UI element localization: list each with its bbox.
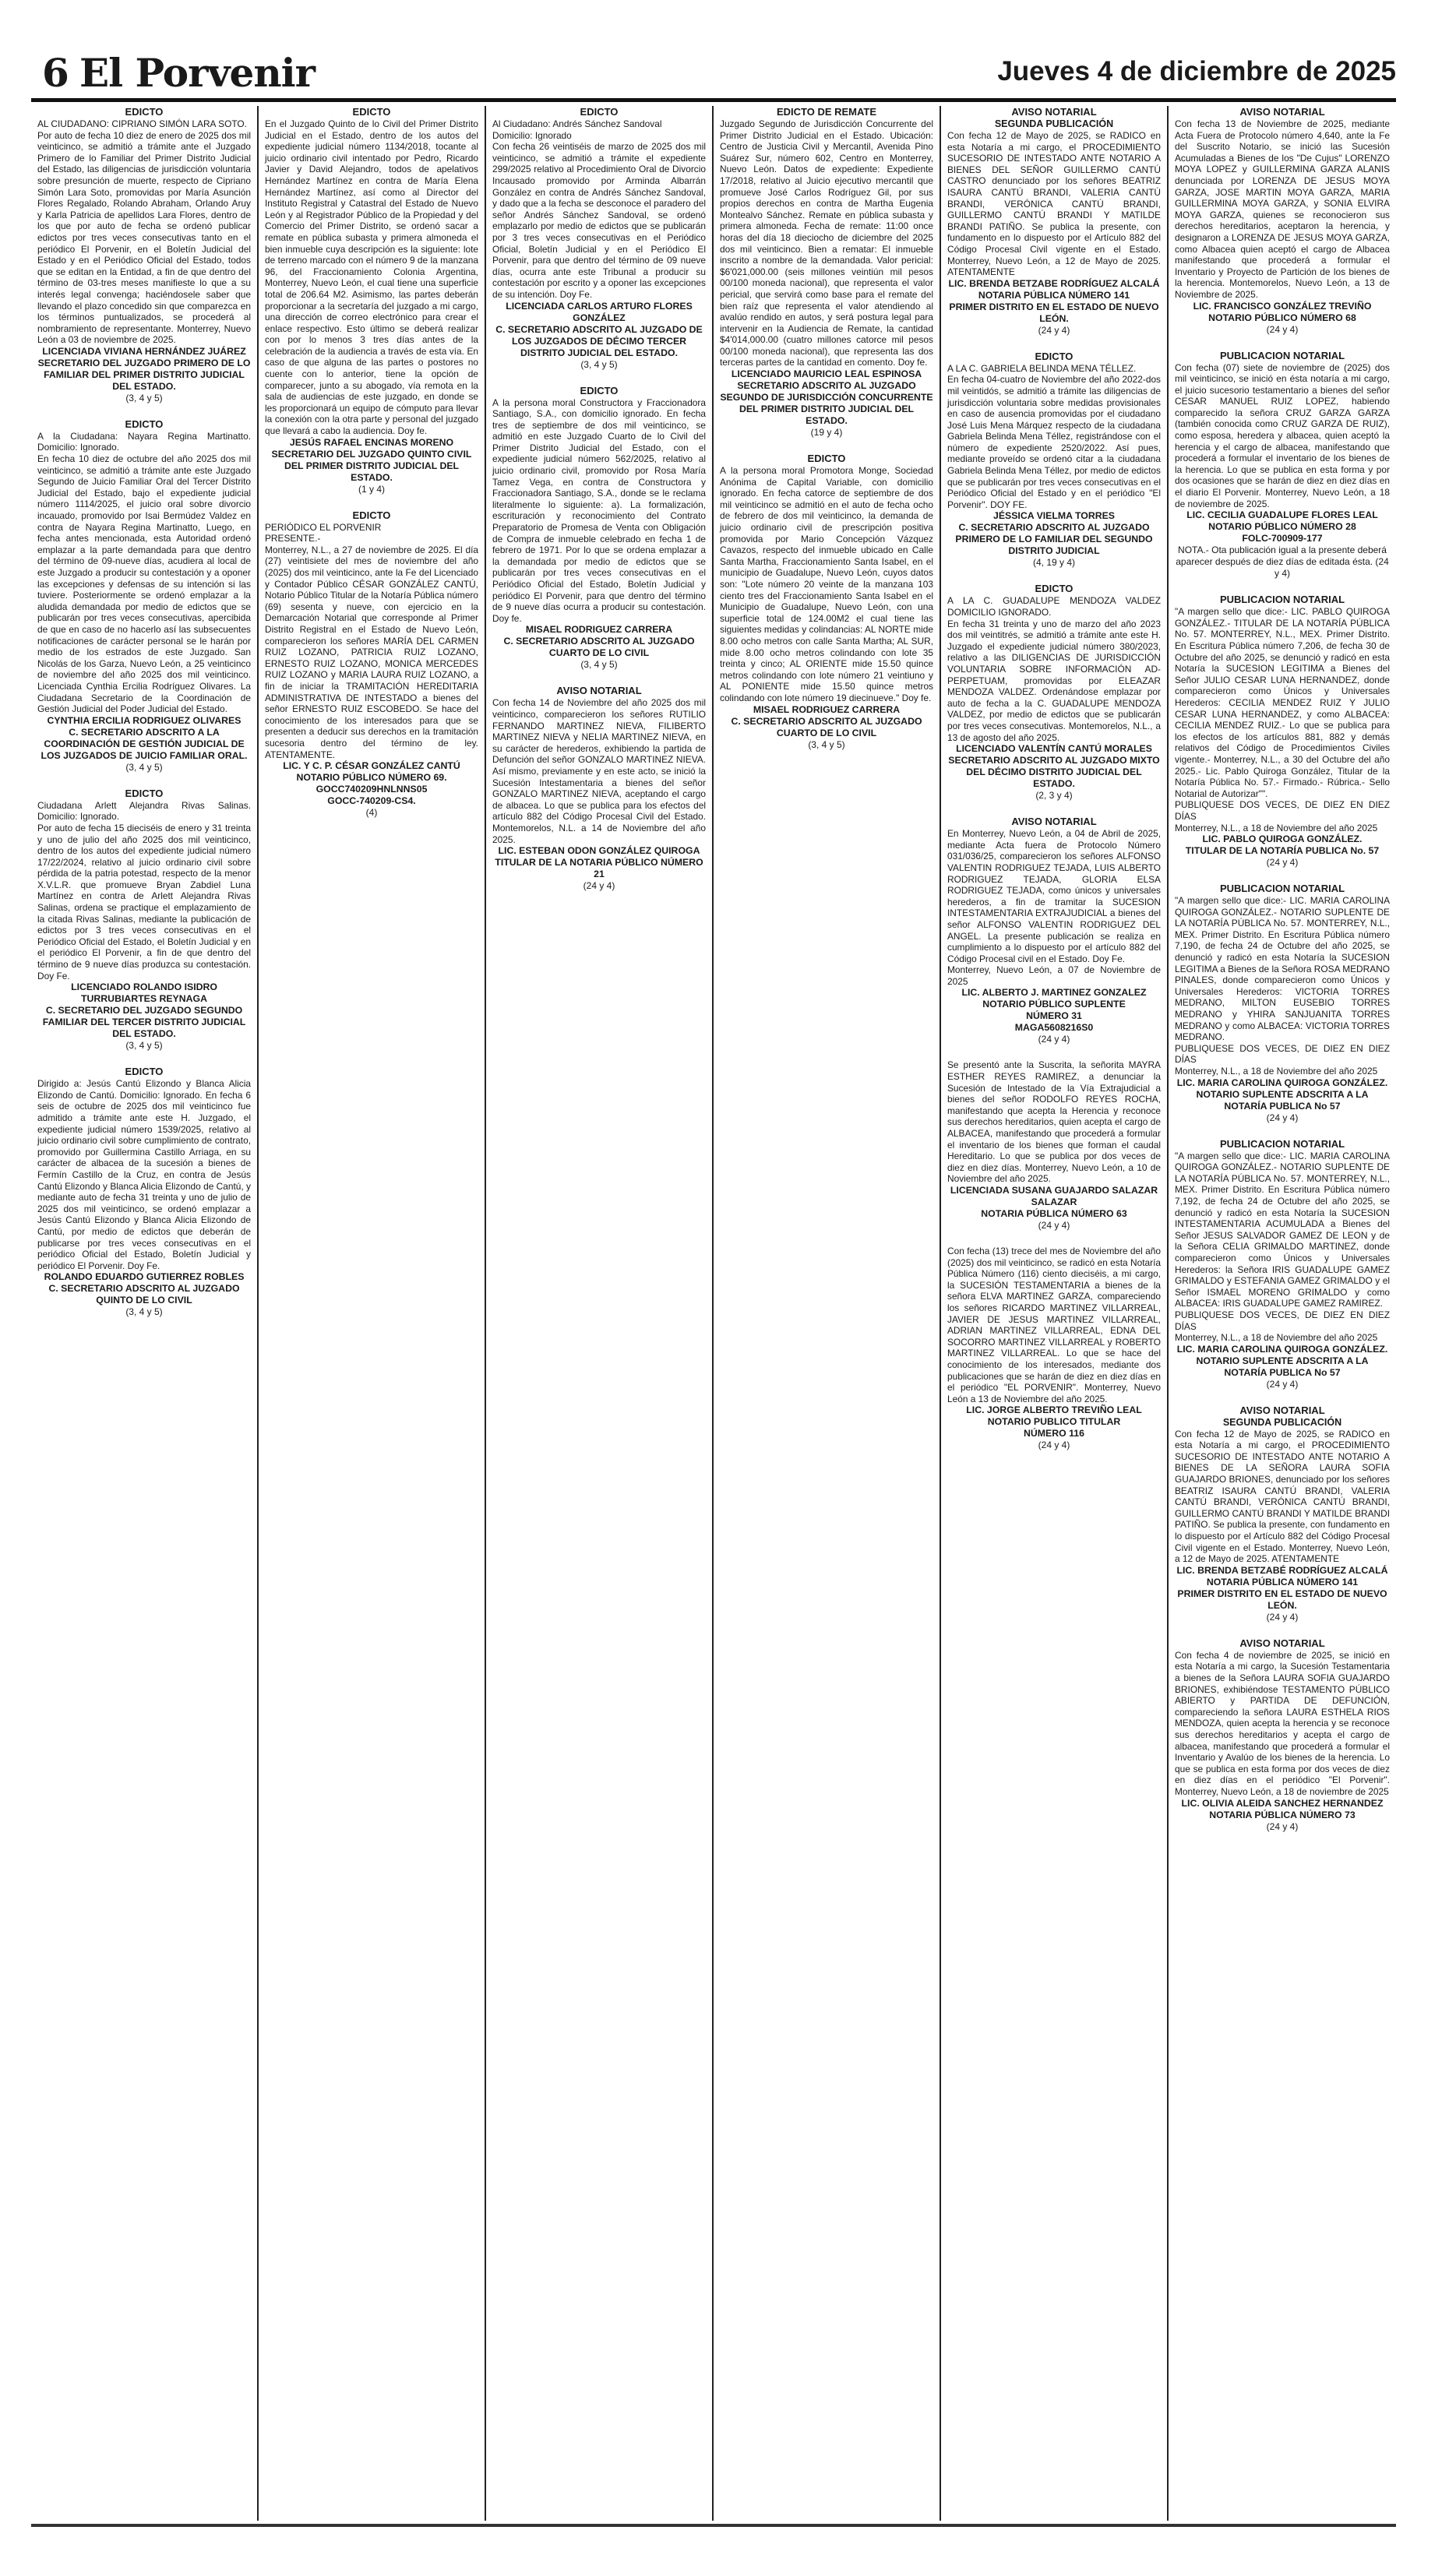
legal-notice (947, 1246, 1161, 1451)
notice-title: PUBLICACION NOTARIAL (1219, 883, 1345, 895)
publication-dates: (1 y 4) (358, 483, 385, 495)
notice-paragraph: PERIÓDICO EL PORVENIR (265, 521, 382, 533)
legal-notice (37, 1066, 251, 1318)
legal-notice (37, 418, 251, 774)
notice-body (265, 118, 478, 437)
signature-line: C. SECRETARIO ADSCRITO AL JUZGADO CUARTO DE LO CIVIL (503, 636, 695, 659)
legal-notice (947, 106, 1161, 337)
signature-line: LICENCIADA VIVIANA HERNÁNDEZ JUÁREZ (42, 345, 246, 357)
legal-notice (1175, 1637, 1390, 1833)
notice-paragraph: Monterrey, N.L., a 18 de Noviembre del año 2025 (1175, 1066, 1378, 1077)
notice-title: AVISO NOTARIAL (1011, 816, 1097, 828)
notice-paragraph: Al Ciudadano: Andrés Sánchez Sandoval (492, 118, 662, 129)
legal-notice (1175, 1138, 1390, 1390)
notice-title: EDICTO (352, 509, 391, 521)
signature-line: NOTARIA PÚBLICA NÚMERO 63 (981, 1208, 1127, 1219)
signature-line: MAGA5608216S0 (1014, 1022, 1094, 1034)
signature-line: SECRETARIO ADSCRITO AL JUZGADO SEGUNDO DE JURISDICCIÓN CONCURRENTE DEL PRIMER DISTRITO JUDICIAL DEL ESTADO. (720, 380, 933, 427)
signature-line: C. SECRETARIO ADSCRITO A LA COORDINACIÓN DE GESTIÓN JUDICIAL DE LOS JUZGADOS DE JUICIO FAMILIAR ORAL. (41, 726, 248, 761)
notice-subtitle: SEGUNDA PUBLICACIÓN (994, 118, 1114, 129)
signature-line: NOTARIO PUBLICO TITULAR (987, 1416, 1121, 1428)
signature-line: SECRETARIO DEL JUZGADO PRIMERO DE LO FAMILIAR DEL PRIMER DISTRITO JUDICIAL DEL ESTADO. (37, 357, 251, 392)
notice-body (1175, 1151, 1390, 1344)
notice-paragraph: Con fecha (07) siete de noviembre de (2025) dos mil veinticinco, se inició en ésta notaría a mi cargo, el juicio sucesorio testamentario a bienes del señor CESAR MANUEL RUIZ LOPEZ, habiendo comparecido la señora CRUZ GARZA GARZA (también conocida como CRUZ GARZA DE RUIZ), como esposa, heredera y albacea, quien aceptó la herencia y el cargo de albacea, manifestando que procederá a formular el inventario de los bienes de la herencia. Lo que se publica en esta forma y por dos ocasiones que se harán de diez en diez días en el diario El Porvenir. Monterrey, Nuevo León, a 18 de noviembre de 2025. (1175, 361, 1390, 509)
notice-body (492, 397, 706, 625)
notice-paragraph: Con fecha 12 de Mayo de 2025, se RADICO en esta Notaría a mi cargo, el PROCEDIMIENTO SUCESORIO DE INTESTADO ANTE NOTARIO A BIENES DE LA SEÑORA LAURA SOFIA GUAJARDO BRIONES, denunciado por los señores BEATRIZ ISAURA CANTÚ BRANDI, VALERIA CANTÚ BRANDI, VERÓNICA CANTÚ BRANDI, GUILLERMO CANTÚ BRANDI Y MATILDE BRANDI PATIÑO. Se publica la presente, con fundamento en lo dispuesto por el Artículo 882 del Código Procesal Civil vigente en el Estado. Monterrey, Nuevo León, a 12 de Mayo de 2025. ATENTAMENTE (1175, 1428, 1390, 1565)
publication-dates: (3, 4 y 5) (125, 1306, 163, 1318)
notice-paragraph: A la persona moral Constructora y Fraccionadora Santiago, S.A., con domicilio ignorado. En fecha tres de septiembre de dos mil veinticinco, se admitió en este Juzgado Cuarto de lo Civil del Primer Distrito Judicial del Estado, con el expediente judicial número 562/2025, relativo al juicio ordinario civil, promovido por Rosa María Tamez Vega, en contra de Constructora y Fraccionadora Santiago, S.A., donde se le reclama literalmente lo siguiente: a). La formalización, escrituración y reconocimiento del Contrato Preparatorio de Promesa de Venta con Obligación de Compra de inmueble celebrado en fecha 1 de febrero de 1971. Por lo que se ordena emplazar a la demandada por medio de edictos que se publicarán por tres veces consecutivas en el Periódico Oficial del Estado, Boletín Judicial y periódico El Porvenir, para que dentro del término de 9 nueve días ocurra a producir su contestación. Doy fe. (492, 396, 706, 624)
notice-body (720, 465, 933, 703)
notice-body (265, 522, 478, 760)
notice-body (1175, 606, 1390, 833)
column-5 (941, 106, 1169, 2521)
notice-paragraph: PUBLIQUESE DOS VECES, DE DIEZ EN DIEZ DÍAS (1175, 799, 1390, 822)
notice-paragraph: En Monterrey, Nuevo León, a 04 de Abril de 2025, mediante Acta fuera de Protocolo Número 031/036/25, comparecieron los señores ALFONSO VALENTIN RODRIGUEZ TEJADA, LUIS ALBERTO RODRIGUEZ TEJADA, GLORIA ELSA RODRIGUEZ TEJADA, como únicos y universales herederos, a fin de tramitar la SUCESION INTESTAMENTARIA EXTRAJUDICIAL a bienes del señor ALFONSO VALENTIN RODRIGUEZ DEL ANGEL. La presente publicación se realiza en cumplimiento a lo dispuesto por el artículo 882 del Código Procesal civil en el Estado. Doy Fe. (947, 828, 1161, 964)
publication-dates: (24 y 4) (583, 880, 615, 892)
publication-dates: (24 y 4) (1038, 1220, 1070, 1231)
publication-dates: (3, 4 y 5) (125, 392, 163, 403)
signature-line: LIC. OLIVIA ALEIDA SANCHEZ HERNANDEZ (1181, 1797, 1384, 1809)
publication-dates: NOTA.- Ota publicación igual a la presente deberá aparecer después de diez días de editada ésta. (24 y 4) (1176, 544, 1389, 580)
notice-paragraph: "A margen sello que dice:- LIC. PABLO QUIROGA GONZÁLEZ.- TITULAR DE LA NOTARÍA PÚBLICA No. 57. MONTERREY, N.L., MEX. Primer Distrito. En Escritura Pública número 7,206, de fecha 30 de Octubre del año 2025, se denunció y radicó en esta Notaría la SUCESION LEGITIMA a Bienes del Señor JULIO CESAR LUNA HERNANDEZ, donde comparecieron como Únicos y Universales Herederos: CECILIA MENDEZ RUIZ Y JULIO CESAR LUNA HERNANDEZ, y como ALBACEA: CECILIA MENDEZ RUIZ.- Lo que se publica para los efectos de los artículos 881, 882 y demás relativos del Código de Procedimientos Civiles vigente.- Monterrey, N.L., a 30 del Octubre del año 2025.- Lic. Pablo Quiroga González, Titular de la Notaría Pública No. 57.- Firmado.- Rúbrica.- Sello Notarial de Autorizar"". (1175, 606, 1390, 799)
signature-line: PRIMER DISTRITO EN EL ESTADO DE NUEVO LEÓN. (949, 301, 1159, 324)
publication-dates: (24 y 4) (1266, 1112, 1299, 1123)
notice-paragraph: Monterrey, Nuevo León, a 07 de Noviembre de 2025 (947, 964, 1161, 987)
signature-line: JESÚS RAFAEL ENCINAS MORENO (289, 436, 454, 448)
notice-paragraph: "A margen sello que dice:- LIC. MARIA CAROLINA QUIROGA GONZÁLEZ.- NOTARIO SUPLENTE DE LA NOTARÍA PÚBLICA No. 57. MONTERREY, N.L., MEX. Primer Distrito. En Escritura Pública número 7,192, de fecha 24 de Octubre del año 2025, se denunció y radicó en esta Notaría la SUCESION INTESTAMENTARIA ACUMULADA a Bienes del Señor JESUS SALVADOR GAMEZ DE LEON y de la Señora CELIA GRIMALDO MARTINEZ, donde comparecieron como Únicos y Universales Herederos: la Señora IRIS GUADALUPE GAMEZ GRIMALDO y ESTEFANIA GAMEZ GRIMALDO y el Señor ISMAEL MORENO GRIMALDO y como ALBACEA: IRIS GUADALUPE GAMEZ RAMIREZ. (1175, 1150, 1390, 1309)
signature-line: LIC. MARIA CAROLINA QUIROGA GONZÁLEZ. (1176, 1077, 1388, 1088)
notice-title: EDICTO (580, 384, 619, 396)
column-6 (1169, 106, 1396, 2521)
signature-line: MISAEL RODRIGUEZ CARRERA (753, 703, 901, 715)
signature-line: NOTARIA PÚBLICA NÚMERO 73 (1209, 1809, 1356, 1820)
notice-body (947, 130, 1161, 278)
notice-body (1175, 362, 1390, 510)
notice-paragraph: Con fecha 12 de Mayo de 2025, se RADICO en esta Notaría a mi cargo, el PROCEDIMIENTO SUCESORIO DE INTESTADO ANTE NOTARIO A BIENES DEL SEÑOR GUILLERMO CANTÚ CASTRO denunciado por los señores BEATRIZ ISAURA CANTÚ BRANDI, VALERIA CANTÚ BRANDI, VERÓNICA CANTÚ BRANDI, GUILLERMO CANTÚ BRANDI Y MATILDE BRANDI PATIÑO. Se publica la presente, con fundamento en lo dispuesto por el Artículo 882 del Código Procesal Civil vigente en el Estado. Monterrey, Nuevo León, a 12 de Mayo de 2025. ATENTAMENTE (947, 130, 1161, 278)
notice-paragraph: A la persona moral Promotora Monge, Sociedad Anónima de Capital Variable, con domicilio ignorado. En fecha catorce de septiembre de dos mil veinticinco se admitió en el auto de fecha ocho de febrero de dos mil veinticinco, la demanda de juicio ordinario civil de prescripción positiva promovida por Mario Concepción Vázquez Cavazos, respecto del inmueble ubicado en Calle Santa Martha, Fraccionamiento Santa Isabel, en el municipio de Guadalupe, Nuevo León, cuyos datos son: "Lote número 20 veinte de la manzana 103 ciento tres del Fraccionamiento Santa Isabel en el Municipio de Guadalupe, Nuevo León, con una superficie total de 124.00M2 el cual tiene las siguientes medidas y colindancias: AL NORTE mide 8.00 ocho metros con calle Santa Martha; AL SUR, mide 8.00 ocho metros colindando con lote 35 treinta y cinco; AL ORIENTE mide 15.50 quince metros colindando con lote número 21 veintiuno y AL PONIENTE mide 15.50 quince metros colindando con lote número 19 diecinueve." Doy fe. (720, 465, 933, 703)
legal-notice (492, 106, 706, 371)
signature-line: NOTARIO PÚBLICO NÚMERO 68 (1208, 312, 1356, 323)
notice-paragraph: PRESENTE.- (265, 533, 321, 544)
notice-title: PUBLICACION NOTARIAL (1219, 349, 1345, 361)
notice-paragraph: En fecha 31 treinta y uno de marzo del año 2023 dos mil veintitrés, se admitió a trámite ante este H. Juzgado el expediente judicial número 380/2023, relativo a las DILIGENCIAS DE JURISDICCIÓN VOLUNTARIA SOBRE INFORMACIÓN AD-PERPETUAM, promovidas por ELEAZAR MENDOZA VALDEZ. Ordenándose emplazar por auto de fecha a la C. GUADALUPE MENDOZA VALDEZ, por medio de edictos que se publicarán por tres veces consecutivas. Montemorelos, N.L., a 13 de agosto del año 2025. (947, 618, 1161, 743)
notice-body (37, 118, 251, 346)
notice-paragraph: AL CIUDADANO: CIPRIANO SIMÓN LARA SOTO. (37, 118, 247, 129)
column-2 (259, 106, 486, 2521)
notice-title: AVISO NOTARIAL (556, 685, 642, 697)
column-3 (486, 106, 714, 2521)
signature-line: LICENCIADO ROLANDO ISIDRO TURRUBIARTES REYNAGA (71, 981, 217, 1005)
legal-notice (947, 816, 1161, 1045)
notice-paragraph: Se presentó ante la Suscrita, la señorita MAYRA ESTHER REYES RAMIREZ, a denunciar la Sucesión de Intestado de la Vía Extrajudicial a bienes del señor RODOLFO REYES ROCHA, manifestando que acepta la Herencia y reconoce sus derechos hereditarios, quien acepta el cargo de ALBACEA, manifestando que procederá a formular el inventario de los bienes que forman el caudal Hereditario. Lo que se publica por dos veces de diez en diez días. Monterrey, Nuevo León, a 10 de Noviembre del año 2025. (947, 1059, 1161, 1185)
signature-line: FOLC-700909-177 (1242, 533, 1323, 544)
notice-title: PUBLICACION NOTARIAL (1219, 1137, 1345, 1150)
notice-body (492, 697, 706, 845)
notice-title: EDICTO (807, 453, 846, 465)
column-1 (31, 106, 259, 2521)
notice-body (1175, 1429, 1390, 1565)
notice-title: EDICTO (580, 106, 619, 118)
notice-paragraph: En fecha 10 diez de octubre del año 2025 dos mil veinticinco, se admitió a trámite ante este Juzgado Segundo de Juicio Familiar Oral del Tercer Distrito Judicial del Estado, bajo el expediente judicial número 1114/2025, el juicio oral sobre divorcio incauado, promovido por Isai Bermúdez Valdez en contra de Nayara Regina Martinatto, Luego, en fecha antes mencionada, esta Autoridad ordenó emplazar a la parte demandada para que dentro del término de 09-nueve días, acudiera al local de este Juzgado a producir su contestación y a oponer las excepciones y defensas de su intención si las tuviere. Posteriormente se ordenó emplazar a la aludida demandada por medio de edictos que se publicarán por tres veces consecutivas, apercibida de que en caso de no hacerlo así las subsecuentes notificaciones de carácter personal se le harán por medio de los estrados de este Juzgado. San Nicolás de los Garza, Nuevo León, a 25 veinticinco de noviembre del año 2025 dos mil veinticinco. Licenciada Cynthia Ercilia Rodríguez Olivares. La Ciudadana Secretario de la Coordinación de Gestión Judicial del Poder Judicial del Estado. (37, 453, 251, 715)
notice-body (37, 431, 251, 715)
issue-date: Jueves 4 de diciembre de 2025 (997, 56, 1396, 86)
signature-line: NOTARIO SUPLENTE ADSCRITA A LA NOTARÍA PUBLICA No 57 (1196, 1355, 1369, 1378)
signature-line: LIC. Y C. P. CÉSAR GONZÁLEZ CANTÚ (283, 760, 460, 772)
notice-subtitle: SEGUNDA PUBLICACIÓN (1222, 1416, 1342, 1428)
signature-line: TITULAR DE LA NOTARIA PÚBLICO NÚMERO 21 (495, 857, 703, 880)
signature-line: LICENCIADO VALENTÍN CANTÚ MORALES (956, 743, 1152, 755)
legal-notice (37, 106, 251, 404)
notice-title: AVISO NOTARIAL (1239, 1637, 1325, 1649)
publication-dates: (4) (365, 807, 378, 819)
signature-line: NÚMERO 116 (1024, 1428, 1084, 1440)
column-4 (714, 106, 941, 2521)
signature-line: C. SECRETARIO ADSCRITO AL JUZGADO QUINTO DE LO CIVIL (48, 1283, 240, 1306)
notice-title: EDICTO (1035, 350, 1074, 362)
signature-line: LICENCIADA SUSANA GUAJARDO SALAZAR SALAZAR (950, 1185, 1158, 1207)
signature-line: LIC. BRENDA BETZABÉ RODRÍGUEZ ALCALÁ (1176, 1564, 1388, 1576)
publication-dates: (19 y 4) (810, 427, 843, 439)
publication-dates: (24 y 4) (1266, 323, 1299, 335)
publication-dates: (3, 4 y 5) (808, 738, 845, 750)
legal-notice (1175, 106, 1390, 336)
notice-title: EDICTO DE REMATE (776, 106, 877, 118)
signature-line: SECRETARIO DEL JUZGADO QUINTO CIVIL DEL PRIMER DISTRITO JUDICIAL DEL ESTADO. (271, 448, 472, 483)
signature-line: NOTARIO SUPLENTE ADSCRITA A LA NOTARÍA PUBLICA No 57 (1196, 1088, 1369, 1112)
newspaper-logo: El Porvenir (79, 50, 316, 96)
notice-title: AVISO NOTARIAL (1011, 106, 1097, 118)
notice-title: EDICTO (352, 106, 391, 118)
signature-line: C. SECRETARIO DEL JUZGADO SEGUNDO FAMILIAR DEL TERCER DISTRITO JUDICIAL DEL ESTADO. (42, 1005, 246, 1040)
notice-paragraph: PUBLIQUESE DOS VECES, DE DIEZ EN DIEZ DÍAS (1175, 1309, 1390, 1332)
publication-dates: (24 y 4) (1038, 1034, 1070, 1045)
legal-notice (265, 106, 478, 495)
legal-notice (947, 351, 1161, 569)
signature-line: NOTARIO PÚBLICO NÚMERO 69. (296, 772, 447, 784)
publication-dates: (3, 4 y 5) (580, 358, 618, 370)
signature-line: TITULAR DE LA NOTARÍA PUBLICA No. 57 (1185, 845, 1380, 857)
notice-body (492, 118, 706, 301)
notice-paragraph: Ciudadana Arlett Alejandra Rivas Salinas. Domicilio: Ignorado. (37, 799, 251, 823)
notice-paragraph: Con fecha 4 de noviembre de 2025, se inició en esta Notaría a mi cargo, la Sucesión Testamentaria a bienes de la Señora LAURA SOFIA GUAJARDO BRIONES, exhibiéndose TESTAMENTO PÚBLICO ABIERTO y PARTIDA DE DEFUNCIÓN, compareciendo la señora LAURA ESTHELA RIOS MENDOZA, quien acepta la herencia y se reconoce sus derechos hereditarios y acepta el cargo de albacea, manifestando que procederá a formular el Inventario y Avalúo de los bienes de la herencia. Lo que se publica en esta forma por dos veces de diez en diez días en el periódico "El Porvenir". Monterrey, Nuevo León, a 18 de noviembre de 2025 (1175, 1649, 1390, 1797)
notice-body (947, 595, 1161, 743)
publication-dates: (3, 4 y 5) (580, 659, 618, 671)
notice-title: AVISO NOTARIAL (1239, 1404, 1325, 1416)
notice-body (37, 1078, 251, 1271)
notice-body (720, 118, 933, 368)
signature-line: NOTARIO PÚBLICO NÚMERO 28 (1208, 521, 1356, 533)
signature-line: GOCC740209HNLNNS05 (316, 784, 428, 795)
signature-line: LIC. CECILIA GUADALUPE FLORES LEAL (1186, 509, 1378, 521)
notice-body (1175, 118, 1390, 301)
signature-line: C. SECRETARIO ADSCRITO AL JUZGADO PRIMERO DE LO FAMILIAR DEL SEGUNDO DISTRITO JUDICIAL (955, 522, 1153, 557)
signature-line: LIC. FRANCISCO GONZÁLEZ TREVIÑO (1193, 300, 1372, 312)
notice-body (947, 363, 1161, 511)
signature-line: LIC. PABLO QUIROGA GONZÁLEZ. (1202, 833, 1363, 845)
legal-notice (1175, 883, 1390, 1124)
legal-notice (1175, 350, 1390, 580)
signature-line: CYNTHIA ERCILIA RODRIGUEZ OLIVARES (47, 714, 242, 726)
signature-line: LIC. JORGE ALBERTO TREVIÑO LEAL (966, 1404, 1142, 1416)
notice-title: EDICTO (125, 106, 164, 118)
notice-paragraph: Con fecha (13) trece del mes de Noviembre del año (2025) dos mil veinticinco, se radicó en esta Notaría Pública Número (116) ciento dieciséis, a mi cargo, la SUCESIÓN TESTAMENTARIA a bienes de la señora ELVA MARTINEZ GARZA, compareciendo los señores RICARDO MARTINEZ VILLARREAL, JAVIER DE JESUS MARTINEZ VILLARREAL, ADRIAN MARTINEZ VILLARREAL, EDNA DEL SOCORRO MARTINEZ VILLARREAL y ROBERTO MARTINEZ VILLARREAL. Lo que se hace del conocimiento de los interesados, mediante dos publicaciones que se harán de diez en diez días en el periódico "EL PORVENIR". Monterrey, Nuevo León a 13 de Noviembre del año 2025. (947, 1246, 1161, 1404)
legal-notice (1175, 1404, 1390, 1623)
publication-dates: (3, 4 y 5) (125, 761, 163, 773)
signature-line: C. SECRETARIO ADSCRITO AL JUZGADO DE LOS JUZGADOS DE DÉCIMO TERCER DISTRITO JUDICIAL DEL ESTADO. (495, 323, 703, 358)
notice-paragraph: Por auto de fecha 10 diez de enero de 2025 dos mil veinticinco, se admitió a trámite ante el Juzgado Primero de lo Familiar del Primer Distrito Judicial del Estado, las diligencias de jurisdicción voluntaria sobre presunción de muerte, respecto de Cipriano Simón Lara Soto, promovidas por María Asunción Flores Regalado, Rolando Abraham, Orlando Aruy y Karla Patricia de apellidos Lara Flores, dentro de los que por auto de fecha se ordenó publicar edictos por tres veces consecutivas tanto en el periódico El Porvenir, en el Boletín Judicial del Estado y en el Periódico Oficial del Estado, todos que se editan en la Entidad, a fin de que dentro del término de 03-tres meses manifieste lo que a su interés legal convenga; haciéndosele saber que llevando el plazo concedido sin que comparezca en los términos puntualizados, se procederá al nombramiento de representante. Monterrey, Nuevo León a 03 de noviembre de 2025. (37, 129, 251, 346)
notice-body (37, 800, 251, 982)
publication-dates: (24 y 4) (1038, 1440, 1070, 1451)
signature-line: SECRETARIO ADSCRITO AL JUZGADO MIXTO DEL DÉCIMO DISTRITO JUDICIAL DEL ESTADO. (948, 755, 1160, 790)
notice-title: EDICTO (125, 418, 164, 430)
notice-title: EDICTO (125, 787, 164, 799)
notice-body (1175, 1650, 1390, 1798)
notice-title: EDICTO (125, 1066, 164, 1078)
signature-line: NOTARIA PÚBLICA NÚMERO 141 (978, 289, 1130, 301)
signature-line: NÚMERO 31 (1026, 1010, 1082, 1022)
notice-paragraph: En el Juzgado Quinto de lo Civil del Primer Distrito Judicial en el Estado, dentro de los autos del expediente judicial número 1134/2018, tocante al juicio ordinario civil intentado por Pedro, Ricardo Javier y David Alejandro, todos de apelativos Hernández Martínez en contra de María Elena Hernández Martínez, así como al Director del Instituto Registral y Catastral del Estado de Nuevo León y al Registrador Público de la Propiedad y del Comercio del Primer Distrito, se ordenó sacar a remate en pública subasta y primera almoneda el bien inmueble cuya descripción es la siguiente: lote de terreno marcado con el número 9 de la manzana 96, del Fraccionamiento Colonia Argentina, Monterrey, Nuevo León, el cual tiene una superficie total de 206.64 M2. Asimismo, las partes deberán proporcionar a la secretaría del juzgado a mi cargo, una dirección de correo electrónico para crear el enlace respectivo. Esto último se deberá realizar con por lo menos 3 tres días antes de la celebración de la audiencia a través de esta vía. En caso de que alguna de las partes o postores no cuente con lo anterior, tiene la opción de comparecer, junto a su abogado, vía remota en la sala de audiencias de este juzgado, en donde se les proporcionará un equipo de cómputo para llevar la conexión con la otra parte y personal del juzgado que llevará a cabo la audiencia. Doy fe. (265, 118, 478, 437)
notice-paragraph: "A margen sello que dice:- LIC. MARIA CAROLINA QUIROGA GONZÁLEZ.- NOTARIO SUPLENTE DE LA NOTARÍA PÚBLICA No. 57. MONTERREY, N.L., MEX. Primer Distrito. En Escritura Pública número 7,190, de fecha 24 de Octubre del año 2025, se denunció y radicó en esta Notaría la SUCESION LEGITIMA a Bienes de la Señora ROSA MEDRANO PINALES, donde comparecieron como Únicos y Universales Herederos: VICTORIA TORRES MEDRANO, MILTON EUSEBIO TORRES MEDRANO y YHIRA SANJUANITA TORRES MEDRANO y como ALBACEA: VICTORIA TORRES MEDRANO. (1175, 895, 1390, 1043)
legal-notice (720, 106, 933, 439)
signature-line: JÉSSICA VIELMA TORRES (992, 510, 1116, 522)
notice-paragraph: A la Ciudadana: Nayara Regina Martinatto. Domicilio: Ignorado. (37, 430, 251, 453)
notice-body (947, 1246, 1161, 1404)
notice-title: AVISO NOTARIAL (1239, 106, 1325, 118)
notice-paragraph: Juzgado Segundo de Jurisdicción Concurrente del Primer Distrito Judicial en el Estado. Ubicación: Centro de Justicia Civil y Mercantil, Avenida Pino Suárez Sur, número 602, Centro en Monterrey, Nuevo León. Datos de expediente: Expediente 17/2018, relativo al Juicio ejecutivo mercantil que promueve José Carlos Rodríguez Gil, por sus propios derechos en contra de Martha Eugenia Montealvo Sánchez. Remate en pública subasta y primera almoneda. Fecha de remate: 11:00 once horas del día 18 dieciocho de diciembre del 2025 dos mil veinticinco. Bien a rematar: El inmueble inscrito a nombre de la demandada. Valor pericial: $6'021,000.00 (seis millones veintiún mil pesos 00/100 moneda nacional), que representa el valor pericial, que servirá como base para el remate del bien raíz que representa el valor atendiendo al avalúo rendido en autos, y será postura legal para intervenir en la Audiencia de Remate, la cantidad $4'014,000.00 (cuatro millones catorce mil pesos 00/100 moneda nacional), que representa las dos terceras partes de la cantidad en comento. Doy fe. (720, 118, 933, 368)
signature-line: GOCC-740209-CS4. (327, 795, 416, 807)
publication-dates: (4, 19 y 4) (1032, 557, 1076, 569)
notice-paragraph: Por auto de fecha 15 dieciséis de enero y 31 treinta y uno de julio del año 2025 dos mil veinticinco, dentro de los autos del expediente judicial número 17/22/2024, relativo al juicio ordinario civil sobre pérdida de la patria potestad, respecto de la menor X.V.L.R. que promueve Bryan Zabdiel Luna Martínez en contra de Arlett Alejandra Rivas Salinas, ordena se practique el emplazamiento de la citada Rivas Salinas, mediante la publicación de edictos por 3 tres veces consecutivas en el Periódico Oficial del Estado, el Boletín Judicial y en el periódico El Porvenir, a fin de que dentro del término de 9 nueve días produzca su contestación. Doy Fe. (37, 822, 251, 981)
signature-line: LIC. MARIA CAROLINA QUIROGA GONZÁLEZ. (1176, 1343, 1388, 1355)
publication-dates: (24 y 4) (1266, 1820, 1299, 1832)
notice-paragraph: Con fecha 26 veintiséis de marzo de 2025 dos mil veinticinco, se admitió a trámite el expediente 299/2025 relativo al Procedimiento Oral de Divorcio Incausado promovido por Arminda Albarrán González en contra de Andrés Sánchez Sandoval, y dado que a la fecha se desconoce el paradero del señor Andrés Sánchez Sandoval, se ordenó emplazarlo por medio de edictos que se publicarán por 3 tres veces consecutivas en el Periódico Oficial, Boletín Judicial y en el Periódico El Porvenir, para que dentro del término de 09 nueve días, ocurra ante este Tribunal a producir su contestación por escrito y a oponer las excepciones de su intención. Doy Fe. (492, 141, 706, 300)
notice-paragraph: Monterrey, N.L., a 27 de noviembre de 2025. El día (27) veintisiete del mes de noviembre del año (2025) dos mil veinticinco, ante la Fe del Licenciado y Contador Público CÉSAR GONZÁLEZ CANTÚ, Notario Público Titular de la Notaría Pública número (69) sesenta y nueve, con ejercicio en la Demarcación Notarial que corresponde al Primer Distrito Registral en el Estado de Nuevo León, comparecieron los señores MARÍA DEL CARMEN RUIZ LOZANO, PATRICIA RUIZ LOZANO, ERNESTO RUIZ LOZANO, MONICA MERCEDES RUIZ LOZANO y MARIA LAURA RUIZ LOZANO, a fin de iniciar la TRAMITACIÓN HEREDITARIA ADMINISTRATIVA DE INTESTADO a bienes del señor ERNESTO RUIZ ESCOBEDO. Se hace del conocimiento de los interesados para que se presenten a deducir sus derechos en la tramitación sucesoria dentro del término de ley. ATENTAMENTE. (265, 544, 478, 760)
legal-notice (947, 1059, 1161, 1232)
notice-paragraph: Monterrey, N.L., a 18 de Noviembre del año 2025 (1175, 822, 1378, 833)
publication-dates: (24 y 4) (1266, 1611, 1299, 1623)
notice-paragraph: Monterrey, N.L., a 18 de Noviembre del año 2025 (1175, 1332, 1378, 1344)
notices-grid (31, 106, 1396, 2521)
signature-line: LICENCIADO MAURICIO LEAL ESPINOSA (731, 368, 922, 380)
publication-dates: (24 y 4) (1266, 1378, 1299, 1390)
notice-body (947, 1059, 1161, 1185)
legal-notice (265, 509, 478, 819)
signature-line: LIC. ESTEBAN ODON GONZÁLEZ QUIROGA (498, 845, 700, 857)
notice-paragraph: Con fecha 13 de Noviembre de 2025, mediante Acta Fuera de Protocolo número 4,640, ante la Fe del Suscrito Notario, se inició las Sucesión Acumuladas a Bienes de los "De Cujus" LORENZO MOYA LOPEZ y GUILLERMINA GARZA ALANIS denunciada por LORENZA DE JESUS MOYA GARZA, JOSE MARTIN MOYA GARZA, MARIA GUILLERMINA MOYA GARZA, y SONIA ELVIRA MOYA GARZA, quienes se reconocieron sus derechos hereditarios, aceptaron la herencia, y designaron a LORENZA DE JESUS MOYA GARZA, como Albacea quien aceptó el cargo de Albacea manifestando que procederá a formular el Inventario y Proyecto de Partición de los bienes de la herencia. Montemorelos, Nuevo León, a 13 de Noviembre de 2025. (1175, 118, 1390, 300)
signature-line: NOTARIO PÚBLICO SUPLENTE (982, 999, 1126, 1010)
signature-line: LICENCIADA CARLOS ARTURO FLORES GONZÁLEZ (506, 300, 693, 323)
notice-body (1175, 895, 1390, 1077)
header-rule (31, 98, 1396, 102)
legal-notice (492, 385, 706, 671)
legal-notice (37, 788, 251, 1052)
legal-notice (720, 453, 933, 750)
notice-paragraph: Dirigido a: Jesús Cantú Elizondo y Blanca Alicia Elizondo de Cantú. Domicilio: Ignorado. En fecha 6 seis de octubre de 2025 dos mil veinticinco fue admitido a trámite ante este H. Juzgado, el expediente judicial número 1539/2025, relativo al juicio ordinario civil sobre cumplimiento de contrato, promovido por Guillermina Castillo Arriaga, en su carácter de albacea de la sucesión a bienes de Fermín Castillo de la Cruz, en contra de Jesús Cantú Elizondo y Blanca Alicia Elizondo de Cantú, y mediante auto de fecha 31 treinta y uno de julio de 2025 dos mil veinticinco, se ordenó emplazar a Jesús Cantú Elizondo y Blanca Alicia Elizondo de Cantú, por medio de edictos que deberán de publicarse por tres veces consecutivas en el periódico Oficial del Estado, Boletín Judicial y periódico El Porvenir. Doy Fe. (37, 1078, 251, 1271)
legal-notice (492, 685, 706, 892)
notice-paragraph: A LA C. GABRIELA BELINDA MENA TÉLLEZ. (947, 362, 1137, 374)
page-number: 6 (42, 50, 69, 96)
signature-line: ROLANDO EDUARDO GUTIERREZ ROBLES (44, 1271, 245, 1283)
legal-notice (947, 583, 1161, 802)
signature-line: NOTARIA PÚBLICA NÚMERO 141 (1206, 1576, 1359, 1588)
notice-paragraph: En fecha 04-cuatro de Noviembre del año 2022-dos mil veintidós, se admitió a trámite las diligencias de jurisdicción voluntaria sobre medidas provisionales en caso de ausencia promovidas por el ciudadano José Luis Mena Márquez respecto de la ciudadana Gabriela Belinda Mena Téllez, registrándose con el número de expediente 2520/2022. Así pues, mediante proveído se ordenó citar a la ciudadana Gabriela Belinda Mena Téllez, por medio de edictos que se publicarán por tres veces consecutivas en el Periódico Oficial del Estado y en el periódico "El Porvenir". DOY FE. (947, 374, 1161, 510)
notice-paragraph: Domicilio: Ignorado (492, 129, 572, 141)
footer-rule (31, 2524, 1396, 2527)
signature-line: LIC. BRENDA BETZABE RODRÍGUEZ ALCALÁ (948, 277, 1160, 289)
legal-notice (1175, 594, 1390, 869)
signature-line: LIC. ALBERTO J. MARTINEZ GONZALEZ (961, 987, 1147, 999)
notice-title: EDICTO (1035, 583, 1074, 595)
publication-dates: (2, 3 y 4) (1035, 790, 1073, 802)
masthead (31, 48, 1426, 96)
notice-title: PUBLICACION NOTARIAL (1219, 594, 1345, 606)
publication-dates: (3, 4 y 5) (125, 1040, 163, 1052)
notice-paragraph: A LA C. GUADALUPE MENDOZA VALDEZ DOMICILIO IGNORADO. (947, 595, 1161, 618)
notice-paragraph: PUBLIQUESE DOS VECES, DE DIEZ EN DIEZ DÍAS (1175, 1042, 1390, 1066)
signature-line: MISAEL RODRIGUEZ CARRERA (525, 624, 673, 636)
signature-line: PRIMER DISTRITO EN EL ESTADO DE NUEVO LEÓN. (1177, 1588, 1387, 1611)
signature-line: C. SECRETARIO ADSCRITO AL JUZGADO CUARTO DE LO CIVIL (731, 715, 922, 738)
notice-body (947, 828, 1161, 987)
publication-dates: (24 y 4) (1038, 324, 1070, 336)
notice-paragraph: Con fecha 14 de Noviembre del año 2025 dos mil veinticinco, comparecieron los señores RUTILIO FERNANDO MARTINEZ NIEVA, FILIBERTO MARTINEZ NIEVA y NELIA MARTINEZ NIEVA, en su carácter de herederos, exhibiendo la partida de Defunción del señor GONZALO MARTINEZ NIEVA. Así mismo, previamente y en este acto, se inició la Sucesión Intestamentaria a bienes del señor GONZALO MARTINEZ NIEVA, aceptando el cargo de albacea. Lo que se publica para los efectos del artículo 882 del Código Procesal Civil del Estado. Montemorelos, N.L. a 14 de Noviembre del año 2025. (492, 697, 706, 845)
publication-dates: (24 y 4) (1266, 857, 1299, 869)
